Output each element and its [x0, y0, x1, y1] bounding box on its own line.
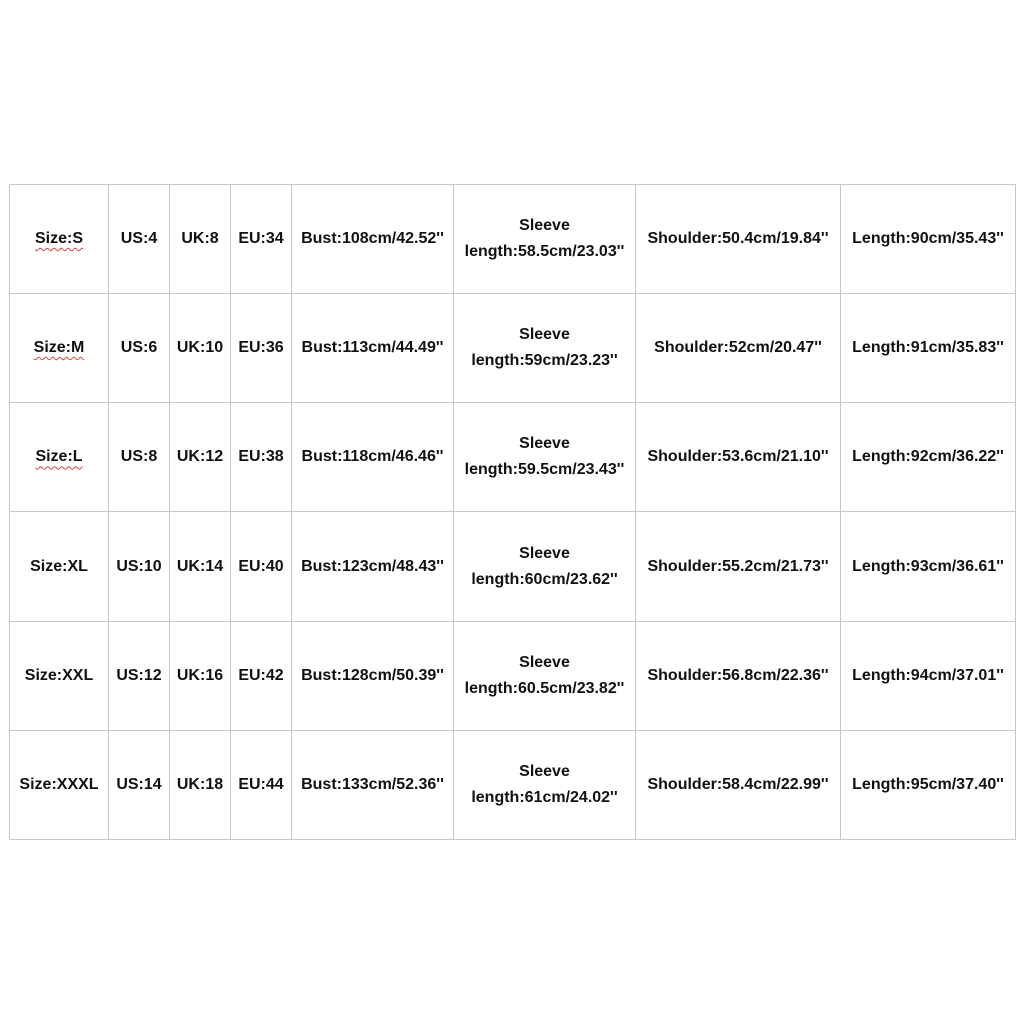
sleeve-length-cell — [454, 621, 636, 730]
us-size-cell: US:6 — [109, 294, 170, 403]
length-cell: Length:92cm/36.22'' — [841, 403, 1016, 512]
sleeve-value: length:61cm/24.02'' — [471, 788, 618, 806]
eu-size-cell: EU:36 — [231, 294, 292, 403]
uk-size-cell: UK:12 — [170, 403, 231, 512]
length-cell: Length:95cm/37.40'' — [841, 730, 1016, 839]
length-cell: Length:90cm/35.43'' — [841, 185, 1016, 294]
eu-size-cell: EU:40 — [231, 512, 292, 621]
eu-size-cell: EU:38 — [231, 403, 292, 512]
us-size-cell: US:8 — [109, 403, 170, 512]
bust-cell: Bust:108cm/42.52'' — [292, 185, 454, 294]
uk-size-cell: UK:14 — [170, 512, 231, 621]
size-cell — [10, 512, 109, 621]
table-row — [10, 294, 1016, 403]
size-cell — [10, 185, 109, 294]
sleeve-value: length:59cm/23.23'' — [471, 352, 618, 370]
length-cell: Length:91cm/35.83'' — [841, 294, 1016, 403]
length-cell: Length:93cm/36.61'' — [841, 512, 1016, 621]
uk-size-cell: UK:18 — [170, 730, 231, 839]
sleeve-length-cell — [454, 730, 636, 839]
size-label: Size:L — [35, 448, 83, 466]
shoulder-cell: Shoulder:55.2cm/21.73'' — [636, 512, 841, 621]
size-label: Size:XL — [30, 557, 88, 575]
us-size-cell: US:14 — [109, 730, 170, 839]
sleeve-length-cell — [454, 185, 636, 294]
sleeve-label: Sleeve — [519, 435, 570, 453]
size-label: Size:XXXL — [19, 775, 99, 793]
eu-size-cell: EU:44 — [231, 730, 292, 839]
sleeve-length-cell — [454, 403, 636, 512]
bust-cell: Bust:113cm/44.49'' — [292, 294, 454, 403]
size-label: Size:M — [33, 339, 85, 357]
sleeve-value: length:59.5cm/23.43'' — [464, 461, 625, 479]
sleeve-value: length:60cm/23.62'' — [471, 570, 618, 588]
bust-cell: Bust:123cm/48.43'' — [292, 512, 454, 621]
eu-size-cell: EU:34 — [231, 185, 292, 294]
us-size-cell: US:10 — [109, 512, 170, 621]
size-cell — [10, 403, 109, 512]
table-row — [10, 621, 1016, 730]
uk-size-cell: UK:8 — [170, 185, 231, 294]
sleeve-value: length:58.5cm/23.03'' — [464, 243, 625, 261]
size-chart-table — [9, 184, 1016, 840]
sleeve-label: Sleeve — [519, 653, 570, 671]
size-cell — [10, 730, 109, 839]
bust-cell: Bust:118cm/46.46'' — [292, 403, 454, 512]
shoulder-cell: Shoulder:58.4cm/22.99'' — [636, 730, 841, 839]
sleeve-value: length:60.5cm/23.82'' — [464, 679, 625, 697]
size-label: Size:S — [34, 230, 83, 248]
size-cell — [10, 621, 109, 730]
us-size-cell: US:4 — [109, 185, 170, 294]
table-row — [10, 185, 1016, 294]
bust-cell: Bust:133cm/52.36'' — [292, 730, 454, 839]
sleeve-label: Sleeve — [519, 762, 570, 780]
sleeve-label: Sleeve — [519, 544, 570, 562]
table-row — [10, 403, 1016, 512]
uk-size-cell: UK:10 — [170, 294, 231, 403]
eu-size-cell: EU:42 — [231, 621, 292, 730]
us-size-cell: US:12 — [109, 621, 170, 730]
sleeve-label: Sleeve — [519, 326, 570, 344]
shoulder-cell: Shoulder:56.8cm/22.36'' — [636, 621, 841, 730]
shoulder-cell: Shoulder:52cm/20.47'' — [636, 294, 841, 403]
bust-cell: Bust:128cm/50.39'' — [292, 621, 454, 730]
size-cell — [10, 294, 109, 403]
sleeve-length-cell — [454, 512, 636, 621]
table-row — [10, 730, 1016, 839]
table-row — [10, 512, 1016, 621]
size-label: Size:XXL — [24, 666, 94, 684]
sleeve-label: Sleeve — [519, 217, 570, 235]
shoulder-cell: Shoulder:53.6cm/21.10'' — [636, 403, 841, 512]
sleeve-length-cell — [454, 294, 636, 403]
uk-size-cell: UK:16 — [170, 621, 231, 730]
length-cell: Length:94cm/37.01'' — [841, 621, 1016, 730]
shoulder-cell: Shoulder:50.4cm/19.84'' — [636, 185, 841, 294]
